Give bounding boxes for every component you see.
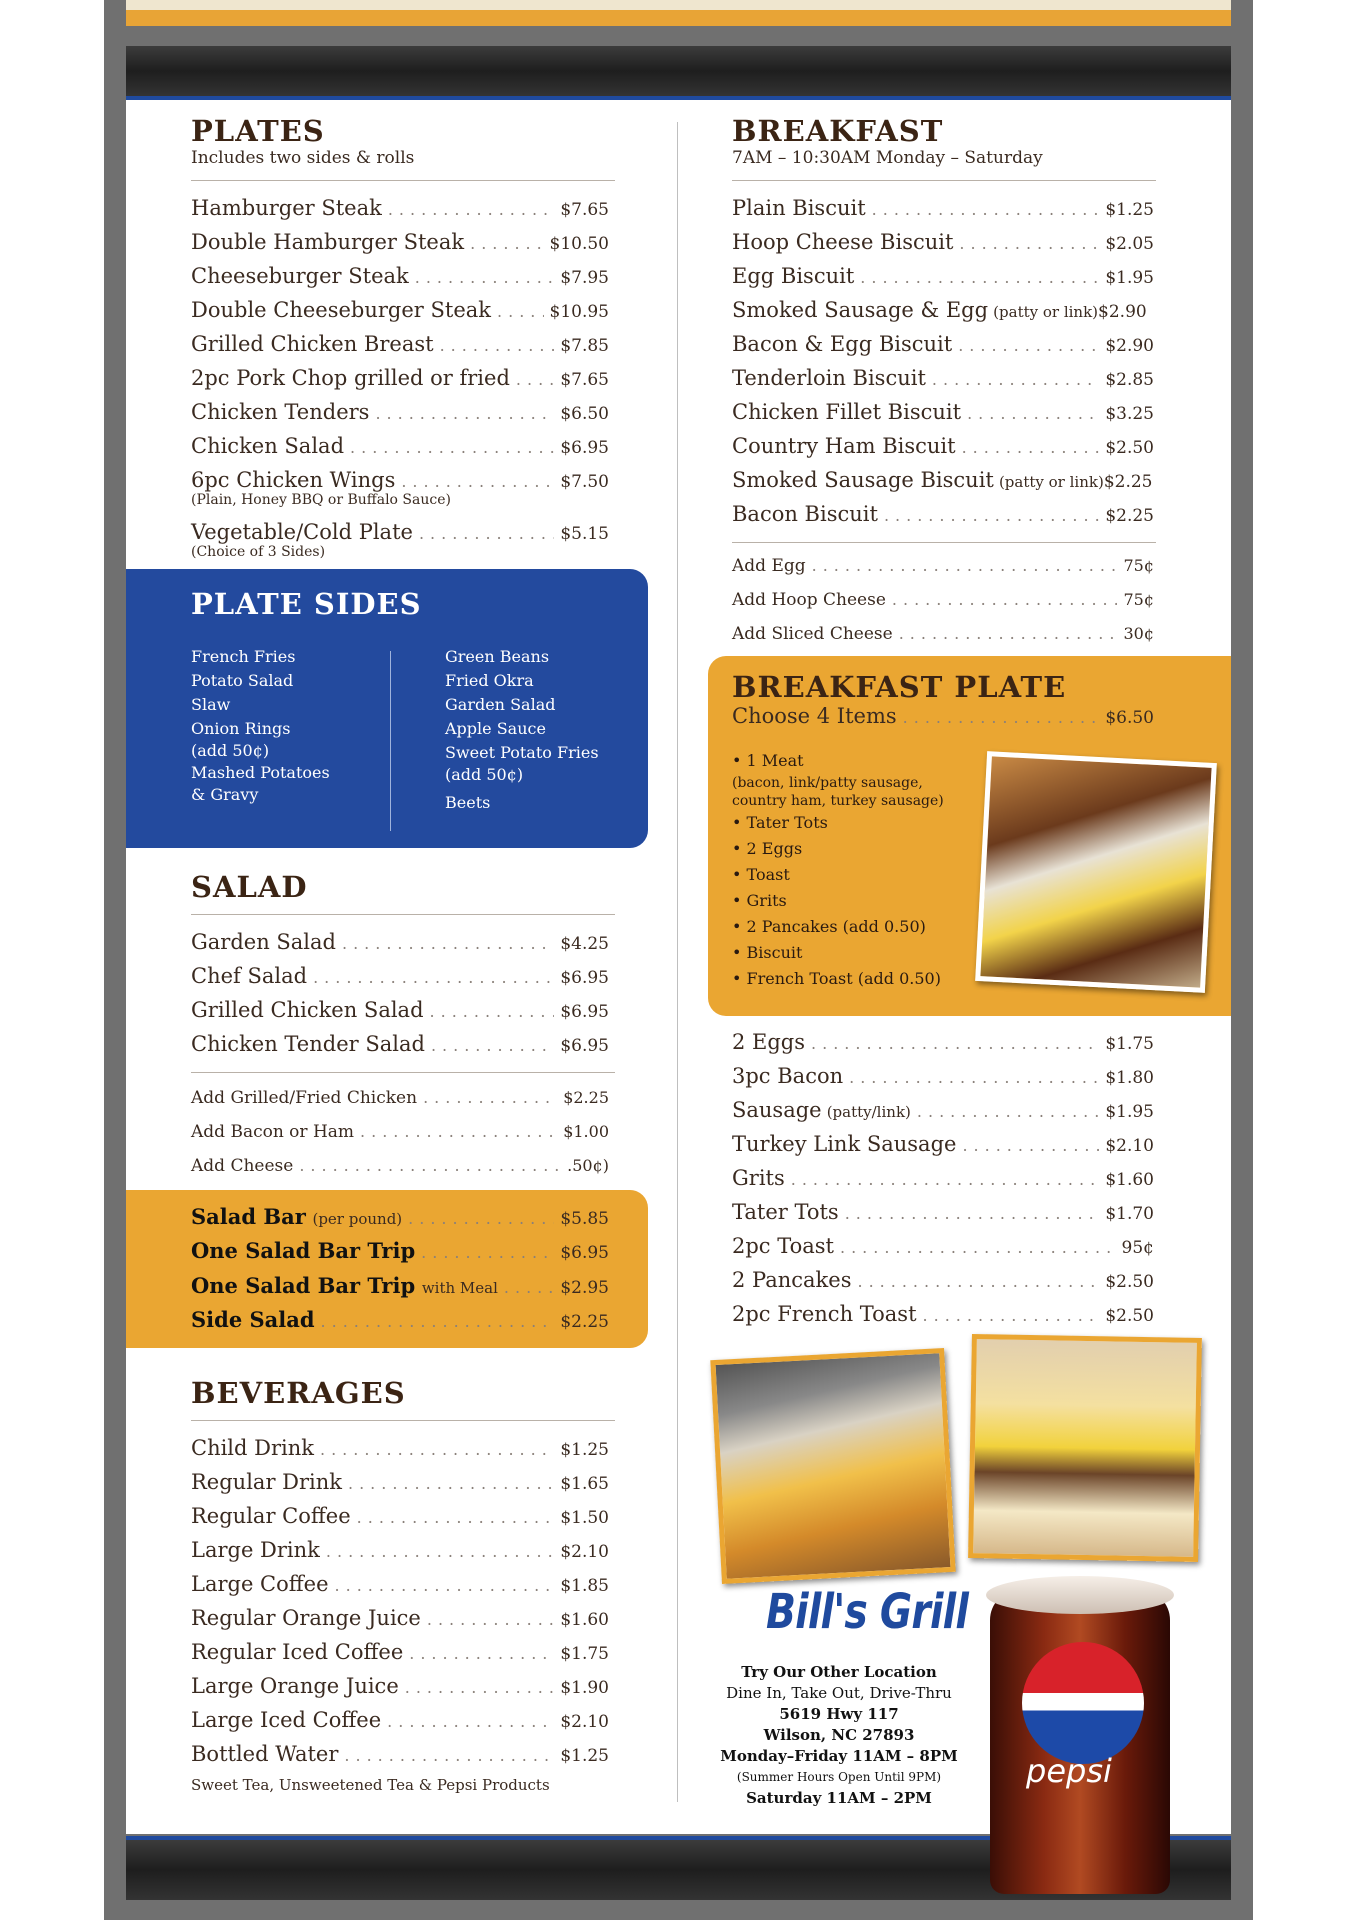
addon-item: Add Bacon or Ham ..... $1.00 [191, 1122, 609, 1142]
breakfast-subtitle: 7AM – 10:30AM Monday – Saturday [732, 148, 1043, 168]
item-note: (Choice of 3 Sides) [191, 544, 326, 560]
menu-item: 6pc Chicken Wings ..... $7.50 [191, 468, 609, 492]
menu-item: 2 Eggs ..... $1.75 [732, 1030, 1154, 1054]
menu-item: Grilled Chicken Salad ..... $6.95 [191, 998, 609, 1022]
addon-item: Add Sliced Cheese ..... 30¢ [732, 624, 1154, 644]
menu-item: Salad Bar (per pound) ..... $5.85 [191, 1204, 609, 1229]
plate-sides-right: Green Beans Fried Okra Garden Salad Apple Sauce Sweet Potato Fries (add 50¢) Beets [445, 647, 599, 812]
pepsi-globe-icon [1022, 1642, 1144, 1764]
plate-sides-title: PLATE SIDES [191, 587, 422, 621]
plate-sides-box [126, 569, 648, 848]
item-note: (Plain, Honey BBQ or Buffalo Sauce) [191, 492, 451, 508]
bills-grill-logo: Bill's Grill [766, 1584, 969, 1640]
menu-item: Child Drink ..... $1.25 [191, 1436, 609, 1460]
plates-subtitle: Includes two sides & rolls [191, 148, 415, 168]
menu-item: One Salad Bar Trip ..... $6.95 [191, 1238, 609, 1263]
breakfast-addon-rule [732, 542, 1156, 543]
top-band [126, 46, 1231, 100]
menu-item: Garden Salad ..... $4.25 [191, 930, 609, 954]
menu-item: Vegetable/Cold Plate ..... $5.15 [191, 520, 609, 544]
menu-item: Large Iced Coffee ..... $2.10 [191, 1708, 609, 1732]
menu-item: Chicken Fillet Biscuit ..... $3.25 [732, 400, 1154, 424]
menu-item: Regular Drink ..... $1.65 [191, 1470, 609, 1494]
menu-item: 2pc Pork Chop grilled or fried ..... $7.65 [191, 366, 609, 390]
addon-item: Add Egg ..... 75¢ [732, 556, 1154, 576]
menu-item: 2pc Toast ..... 95¢ [732, 1234, 1154, 1258]
menu-item: Plain Biscuit ..... $1.25 [732, 196, 1154, 220]
menu-item: Egg Biscuit ..... $1.95 [732, 264, 1154, 288]
menu-item: Grits ..... $1.60 [732, 1166, 1154, 1190]
menu-item: Chicken Salad ..... $6.95 [191, 434, 609, 458]
menu-item: Large Coffee ..... $1.85 [191, 1572, 609, 1596]
menu-item: Large Drink ..... $2.10 [191, 1538, 609, 1562]
menu-item: Double Hamburger Steak ..... $10.50 [191, 230, 609, 254]
addon-item: Add Grilled/Fried Chicken ..... $2.25 [191, 1088, 609, 1108]
menu-item: Double Cheeseburger Steak ..... $10.95 [191, 298, 609, 322]
menu-item: Country Ham Biscuit ..... $2.50 [732, 434, 1154, 458]
menu-item: Regular Orange Juice ..... $1.60 [191, 1606, 609, 1630]
menu-item: Turkey Link Sausage ..... $2.10 [732, 1132, 1154, 1156]
other-location-info: Try Our Other Location Dine In, Take Out, Drive-Thru 5619 Hwy 117 Wilson, NC 27893 Monday–Friday 11AM – 8PM (Summer Hours Open Until 9PM) Saturday 11AM – 2PM [720, 1663, 958, 1807]
menu-item: One Salad Bar Trip with Meal ..... $2.95 [191, 1273, 609, 1298]
sausage-egg-biscuit-photo [968, 1334, 1202, 1562]
menu-item: Regular Coffee ..... $1.50 [191, 1504, 609, 1528]
menu-item: 2 Pancakes ..... $2.50 [732, 1268, 1154, 1292]
breakfast-plate-list: • 1 Meat (bacon, link/patty sausage, country ham, turkey sausage) • Tater Tots • 2 Eggs • Toast • Grits • 2 Pancakes (add 0.50) • Biscuit • French Toast (add 0.50) [732, 751, 944, 988]
menu-item: Bacon Biscuit ..... $2.25 [732, 502, 1154, 526]
breakfast-title: BREAKFAST [732, 114, 944, 148]
beverages-note: Sweet Tea, Unsweetened Tea & Pepsi Products [191, 1776, 550, 1794]
plates-title: PLATES [191, 114, 325, 148]
breakfast-plate-choose: Choose 4 Items ..... $6.50 [732, 704, 1154, 728]
menu-item: Smoked Sausage & Egg (patty or link) $2.90 [732, 298, 1147, 322]
menu-item: Bacon & Egg Biscuit ..... $2.90 [732, 332, 1154, 356]
salad-title: SALAD [191, 870, 308, 904]
menu-item: Tater Tots ..... $1.70 [732, 1200, 1154, 1224]
menu-item: Smoked Sausage Biscuit (patty or link) $2.25 [732, 468, 1153, 492]
salad-rule [191, 914, 615, 915]
beverages-title: BEVERAGES [191, 1376, 406, 1410]
plate-sides-separator [390, 651, 391, 831]
menu-item: Regular Iced Coffee ..... $1.75 [191, 1640, 609, 1664]
menu-item: Side Salad ..... $2.25 [191, 1307, 609, 1332]
column-divider [677, 122, 678, 1802]
breakfast-rule [732, 180, 1156, 181]
menu-item: Chicken Tender Salad ..... $6.95 [191, 1032, 609, 1056]
salad-addon-rule [191, 1072, 615, 1073]
biscuit-tots-photo [710, 1348, 955, 1584]
menu-item: 3pc Bacon ..... $1.80 [732, 1064, 1154, 1088]
menu-item: 2pc French Toast ..... $2.50 [732, 1302, 1154, 1326]
breakfast-plate-title: BREAKFAST PLATE [732, 670, 1067, 704]
beverages-rule [191, 1420, 615, 1421]
pepsi-wordmark: pepsi [1026, 1752, 1112, 1790]
menu-item: Hoop Cheese Biscuit ..... $2.05 [732, 230, 1154, 254]
menu-item: Bottled Water ..... $1.25 [191, 1742, 609, 1766]
addon-item: Add Hoop Cheese ..... 75¢ [732, 590, 1154, 610]
plates-rule [191, 180, 615, 181]
breakfast-plate-photo [975, 751, 1217, 993]
menu-item: Cheeseburger Steak ..... $7.95 [191, 264, 609, 288]
menu-item: Large Orange Juice ..... $1.90 [191, 1674, 609, 1698]
menu-item: Chef Salad ..... $6.95 [191, 964, 609, 988]
addon-item: Add Cheese ..... .50¢) [191, 1156, 609, 1176]
menu-item: Hamburger Steak ..... $7.65 [191, 196, 609, 220]
menu-item: Chicken Tenders ..... $6.50 [191, 400, 609, 424]
menu-item: Tenderloin Biscuit ..... $2.85 [732, 366, 1154, 390]
top-strip [126, 0, 1231, 26]
plate-sides-left: French Fries Potato Salad Slaw Onion Rings (add 50¢) Mashed Potatoes & Gravy [191, 647, 330, 804]
menu-item: Sausage (patty/link) ..... $1.95 [732, 1098, 1154, 1122]
menu-item: Grilled Chicken Breast ..... $7.85 [191, 332, 609, 356]
